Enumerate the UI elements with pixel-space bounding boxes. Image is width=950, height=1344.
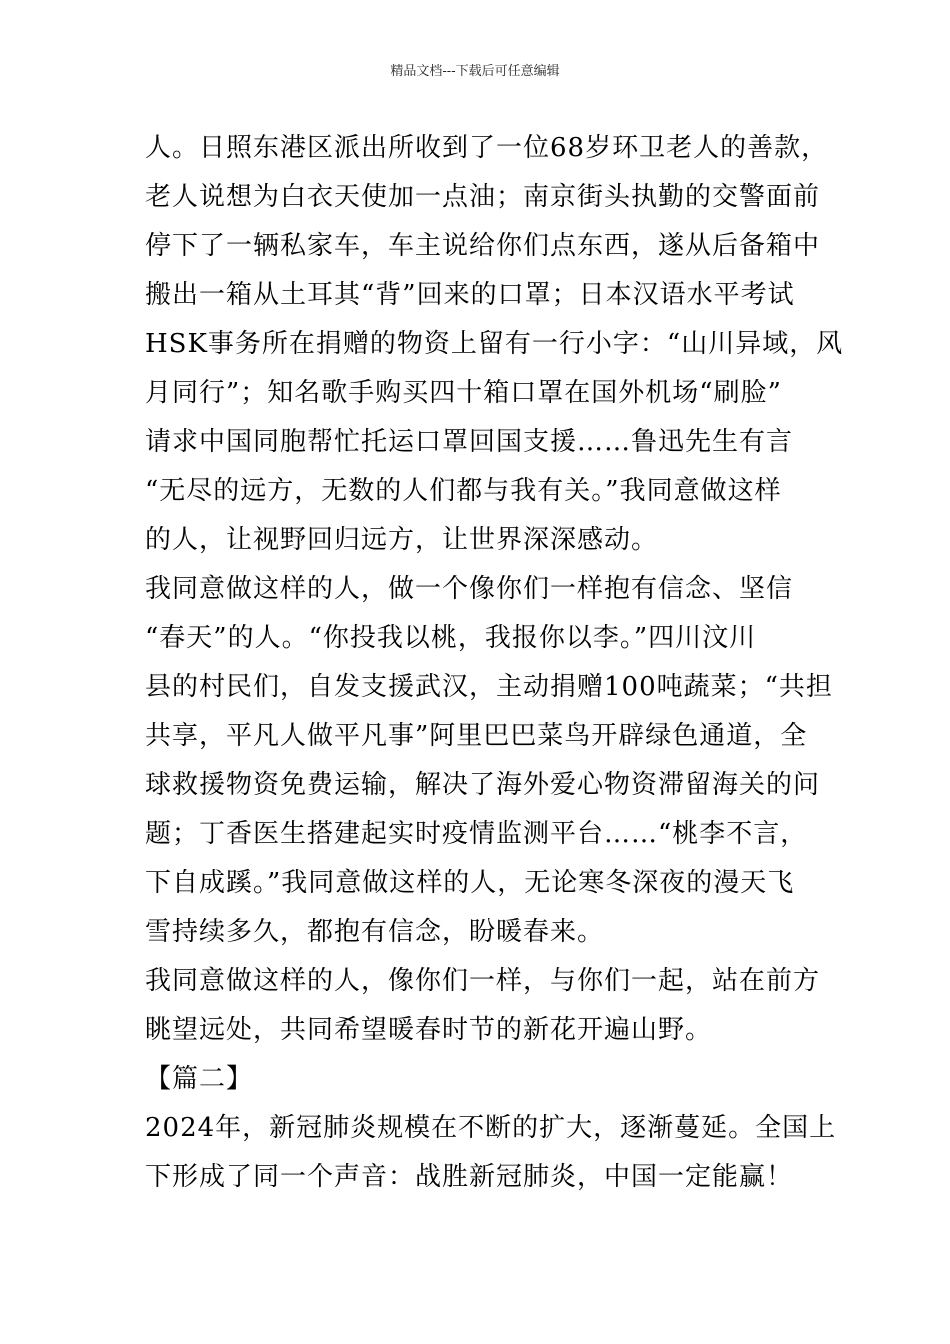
text-line: “春天”的人。“你投我以桃，我报你以李。”四川汶川 (145, 623, 757, 653)
text-line: 我同意做这样的人，像你们一样，与你们一起，站在前方 (145, 966, 821, 996)
text-line: 球救援物资免费运输，解决了海外爱心物资滞留海关的问 (145, 770, 821, 800)
text-line: 下形成了同一个声音：战胜新冠肺炎，中国一定能赢！ (145, 1162, 794, 1192)
paragraph-3 (145, 957, 821, 1055)
paragraph-4 (145, 1104, 837, 1202)
text-line: 题；丁香医生搭建起实时疫情监测平台……“桃李不言， (145, 819, 808, 849)
text-line: 停下了一辆私家车，车主说给你们点东西，遂从后备箱中 (145, 231, 821, 261)
text-line: 搬出一箱从土耳其“背”回来的口罩；日本汉语水平考试 (145, 280, 795, 310)
text-line: 雪持续多久，都抱有信念，盼暖春来。 (145, 917, 605, 947)
paragraph-2 (145, 565, 833, 957)
text-line: 的人，让视野回归远方，让世界深深感动。 (145, 525, 659, 555)
page-header: 精品文档---下载后可任意编辑 (390, 64, 560, 79)
document-body (145, 124, 844, 1202)
text-line: HSK事务所在捐赠的物资上留有一行小字：“山川异域，风 (145, 329, 844, 359)
text-line: 我同意做这样的人，做一个像你们一样抱有信念、坚信 (145, 574, 794, 604)
section-heading (145, 1055, 810, 1104)
text-line: “无尽的远方，无数的人们都与我有关。”我同意做这样 (145, 476, 782, 506)
paragraph-1 (145, 124, 844, 565)
text-line: 下自成蹊。”我同意做这样的人，无论寒冬深夜的漫天飞 (145, 868, 795, 898)
text-line: 人。日照东港区派出所收到了一位68岁环卫老人的善款， (145, 133, 829, 163)
section-title: 【篇二】 (145, 1064, 254, 1094)
text-line: 共享，平凡人做平凡事”阿里巴巴菜鸟开辟绿色通道，全 (145, 721, 808, 751)
text-line: 月同行”；知名歌手购买四十箱口罩在国外机场“刷脸” (145, 378, 782, 408)
text-line: 2024年，新冠肺炎规模在不断的扩大，逐渐蔓延。全国上 (145, 1113, 837, 1143)
text-line: 眺望远处，共同希望暖春时节的新花开遍山野。 (145, 1015, 713, 1045)
text-line: 县的村民们，自发支援武汉，主动捐赠100吨蔬菜；“共担 (145, 672, 833, 702)
text-line: 请求中国同胞帮忙托运口罩回国支援……鲁迅先生有言 (145, 427, 794, 457)
text-line: 老人说想为白衣天使加一点油；南京街头执勤的交警面前 (145, 182, 821, 212)
